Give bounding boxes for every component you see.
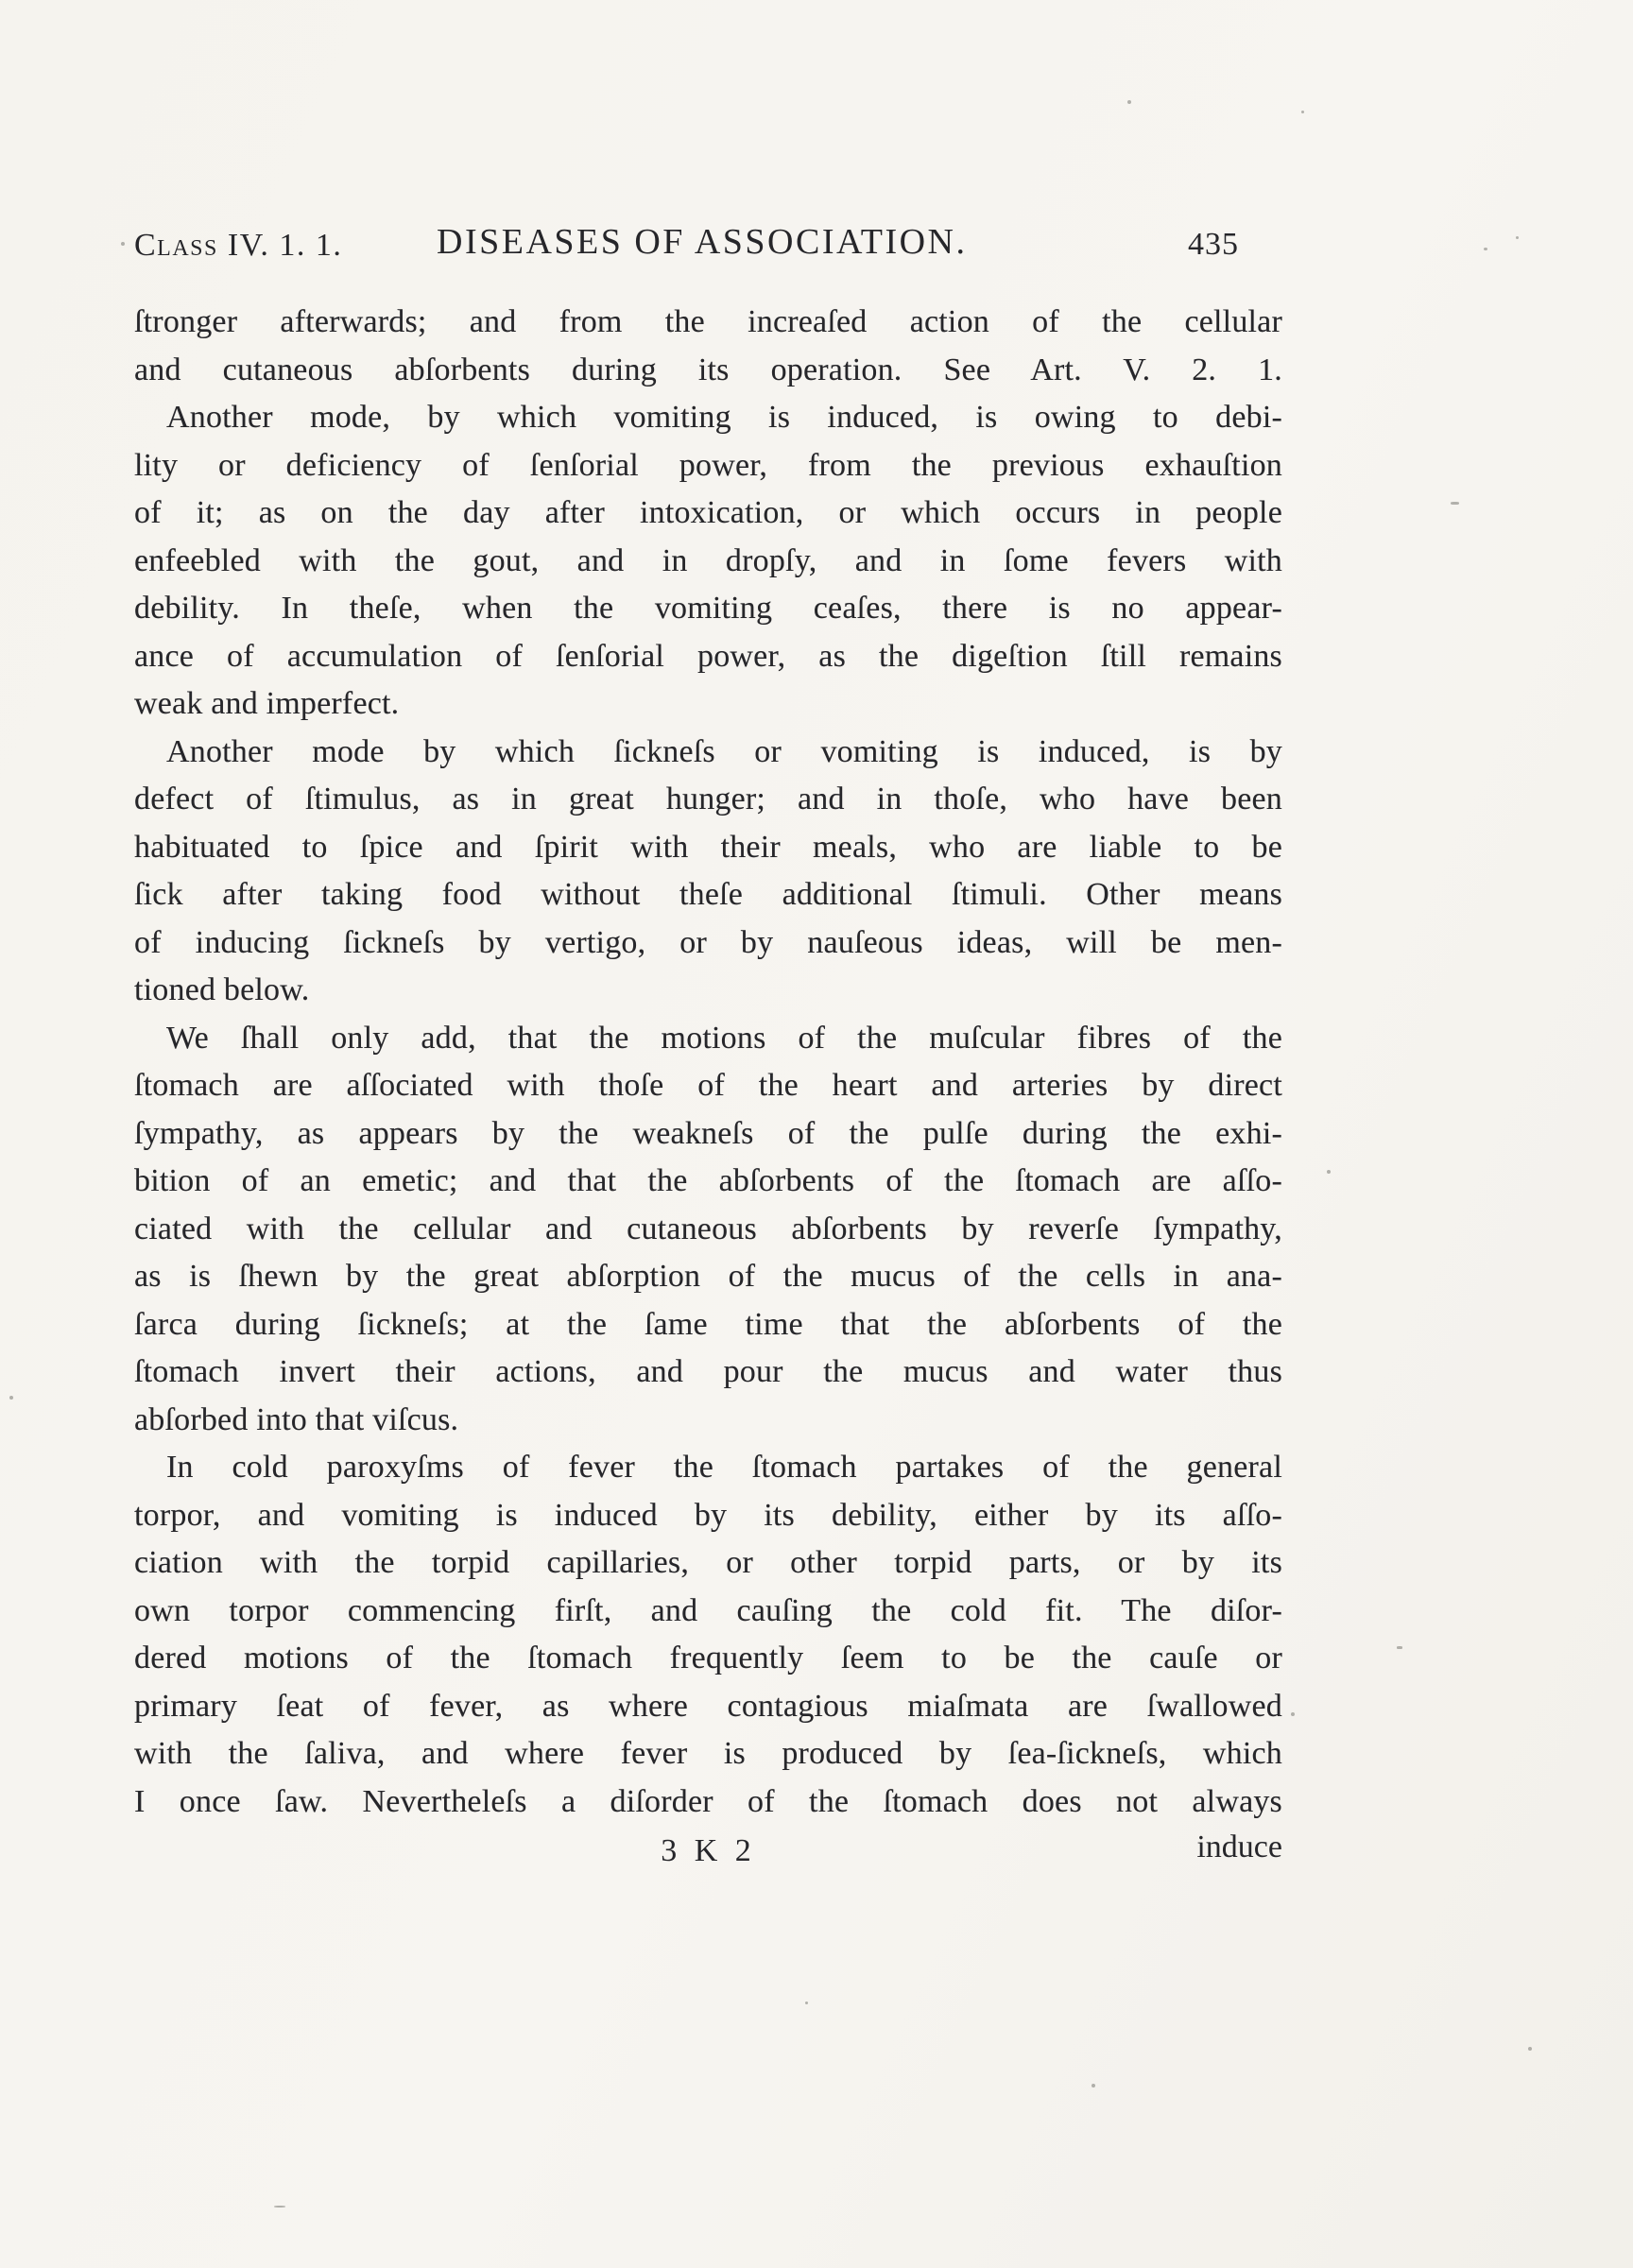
text-line: ſarca during ſickneſs; at the ſame time that the abſorbents of the xyxy=(134,1306,1282,1342)
scan-speck xyxy=(1397,1646,1402,1649)
paragraph xyxy=(134,1015,1282,1445)
section-label: Class IV. 1. 1. xyxy=(134,228,343,263)
text-line: ciation with the torpid capillaries, or other torpid parts, or by its xyxy=(134,1545,1282,1580)
paragraph xyxy=(134,394,1282,729)
scan-speck xyxy=(9,1396,13,1400)
paragraph xyxy=(134,1444,1282,1826)
scan-speck xyxy=(1484,248,1487,250)
scan-speck xyxy=(1327,1170,1331,1174)
text-line: Another mode, by which vomiting is induced, is owing to debi- xyxy=(166,400,1282,435)
text-line: habituated to ſpice and ſpirit with their meals, who are liable to be xyxy=(134,829,1282,865)
text-line: bition of an emetic; and that the abſorbents of the ſtomach are aſſo- xyxy=(134,1163,1282,1198)
text-line: ance of accumulation of ſenſorial power, as the digeſtion ſtill remains xyxy=(134,638,1282,674)
scan-speck xyxy=(1516,236,1519,239)
text-line: of it; as on the day after intoxication, or which occurs in people xyxy=(134,495,1282,530)
text-line: abſorbed into that viſcus. xyxy=(134,1401,459,1437)
page-title: DISEASES OF ASSOCIATION. xyxy=(437,222,968,262)
text-line: ſympathy, as appears by the weakneſs of the pulſe during the exhi- xyxy=(134,1115,1282,1151)
text-line: tioned below. xyxy=(134,972,310,1007)
page-header xyxy=(134,221,1282,270)
page-footer xyxy=(134,1830,1282,1882)
text-line: debility. In theſe, when the vomiting ceaſes, there is no appear- xyxy=(134,591,1282,626)
scan-speck xyxy=(1301,111,1304,113)
text-line: weak and imperfect. xyxy=(134,686,400,721)
scan-speck xyxy=(1291,1712,1295,1716)
text-line: ſick after taking food without theſe additional ſtimuli. Other means xyxy=(134,877,1282,912)
text-line: of inducing ſickneſs by vertigo, or by nauſeous ideas, will be men- xyxy=(134,924,1282,960)
text-line: and cutaneous abſorbents during its operation. See Art. V. 2. 1. xyxy=(134,352,1282,387)
signature-mark: 3 K 2 xyxy=(661,1833,756,1868)
text-line: torpor, and vomiting is induced by its debility, either by its aſſo- xyxy=(134,1497,1282,1533)
paragraph xyxy=(134,299,1282,394)
text-line: own torpor commencing firſt, and cauſing the cold fit. The diſor- xyxy=(134,1592,1282,1628)
text-line: ciated with the cellular and cutaneous abſorbents by reverſe ſympathy, xyxy=(134,1211,1282,1246)
text-line: primary ſeat of fever, as where contagious miaſmata are ſwallowed xyxy=(134,1688,1282,1724)
text-line: lity or deficiency of ſenſorial power, from the previous exhauſtion xyxy=(134,447,1282,483)
scan-speck xyxy=(1451,502,1459,505)
page-number: 435 xyxy=(1188,227,1239,262)
text-line: defect of ſtimulus, as in great hunger; and in thoſe, who have been xyxy=(134,782,1282,816)
catchword: induce xyxy=(1196,1830,1282,1864)
text-line: ſtomach are aſſociated with thoſe of the heart and arteries by direct xyxy=(134,1068,1282,1103)
scan-speck xyxy=(121,242,125,246)
text-line: with the ſaliva, and where fever is produced by ſea-ſickneſs, which xyxy=(134,1736,1282,1771)
scan-speck xyxy=(1092,2084,1095,2088)
paragraph xyxy=(134,729,1282,1015)
text-line: We ſhall only add, that the motions of the muſcular fibres of the xyxy=(166,1020,1282,1056)
text-line: Another mode by which ſickneſs or vomiting is induced, is by xyxy=(166,733,1282,769)
text-line: enfeebled with the gout, and in dropſy, and in ſome fevers with xyxy=(134,542,1282,578)
text-line: In cold paroxyſms of fever the ſtomach partakes of the general xyxy=(166,1450,1282,1485)
text-line: as is ſhewn by the great abſorption of the mucus of the cells in ana- xyxy=(134,1259,1282,1294)
scan-speck xyxy=(274,2206,285,2208)
text-line: ſtomach invert their actions, and pour the mucus and water thus xyxy=(134,1354,1282,1389)
text-line: I once ſaw. Nevertheleſs a diſorder of the ſtomach does not always xyxy=(134,1783,1282,1819)
text-line: dered motions of the ſtomach frequently ſeem to be the cauſe or xyxy=(134,1641,1282,1675)
scan-speck xyxy=(805,2002,808,2004)
body-text xyxy=(134,299,1282,1826)
text-line: ſtronger afterwards; and from the increaſed action of the cellular xyxy=(134,304,1282,339)
scan-speck xyxy=(1127,100,1131,104)
scan-speck xyxy=(1528,2047,1532,2051)
